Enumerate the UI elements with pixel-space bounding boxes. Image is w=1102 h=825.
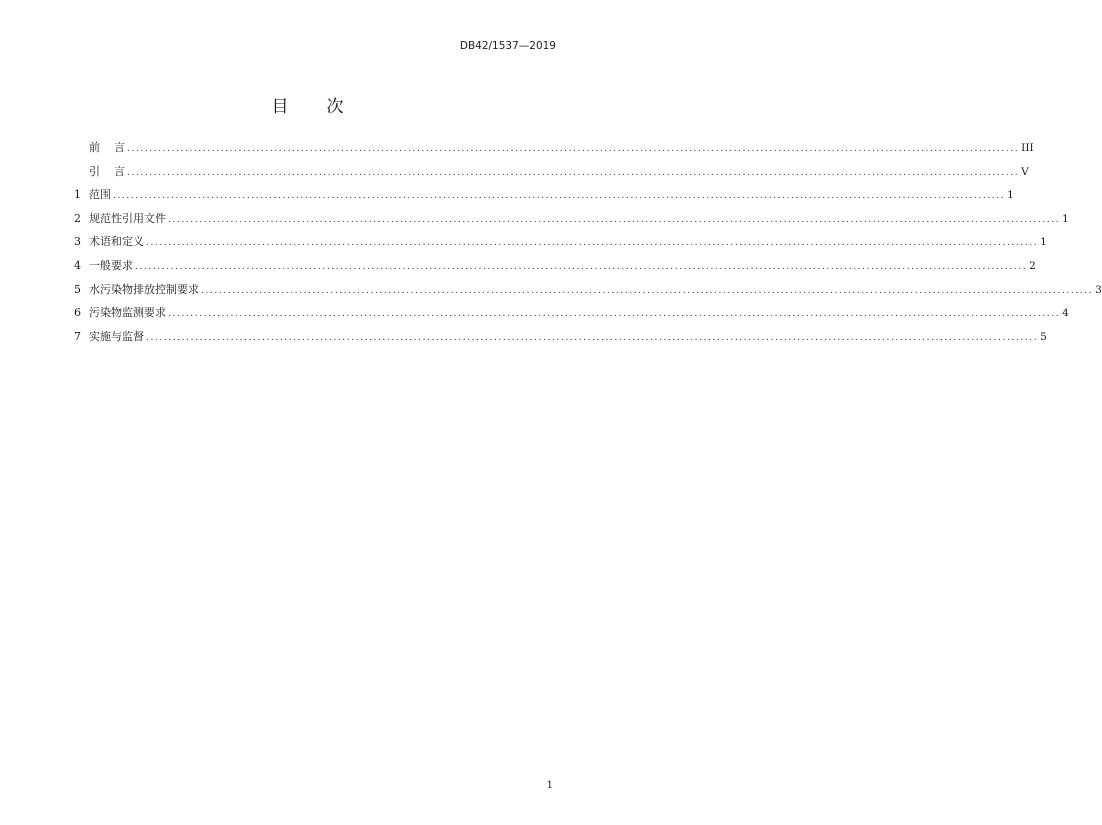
- toc-entry[interactable]: [74, 141, 1034, 165]
- toc-entry-label: 规范性引用文件: [89, 211, 166, 225]
- toc-entry-label: 术语和定义: [89, 235, 144, 249]
- toc-entry[interactable]: [74, 235, 1047, 259]
- toc-entry-label: 水污染物排放控制要求: [89, 282, 199, 296]
- table-of-contents: [74, 141, 1102, 353]
- toc-entry-number: 5: [74, 282, 81, 296]
- toc-leader-dots: ........................................................................................................................................................................................................: [146, 238, 1039, 249]
- toc-entry-page: III: [1021, 142, 1034, 154]
- toc-entry-page: 4: [1062, 307, 1069, 320]
- toc-leader-dots: ........................................................................................................................................................................................................: [146, 332, 1039, 343]
- toc-entry-page: 1: [1007, 189, 1014, 202]
- title-char-1: 目: [271, 97, 289, 117]
- toc-leader-dots: ........................................................................................................................................................................................................: [135, 261, 1028, 272]
- toc-entry-page: 3: [1095, 283, 1102, 296]
- toc-entry[interactable]: [74, 306, 1069, 330]
- toc-entry[interactable]: [74, 164, 1029, 189]
- toc-entry-number: 6: [74, 306, 81, 320]
- document-code: DB42/1537—2019: [459, 40, 556, 52]
- toc-leader-dots: ........................................................................................................................................................................................................: [127, 167, 1020, 178]
- toc-entry[interactable]: [74, 329, 1047, 354]
- toc-entry-number: 2: [74, 211, 81, 225]
- page-title: [0, 92, 615, 117]
- toc-leader-dots: ........................................................................................................................................................................................................: [113, 191, 1006, 202]
- toc-entry-number: 7: [74, 329, 81, 343]
- toc-entry-page: 5: [1040, 330, 1047, 343]
- toc-leader-dots: ........................................................................................................................................................................................................: [127, 144, 1020, 154]
- toc-entry-label: 实施与监督: [89, 329, 144, 343]
- toc-entry[interactable]: [74, 211, 1069, 236]
- toc-entry-number: 3: [74, 235, 81, 249]
- toc-entry-page: 2: [1029, 259, 1036, 272]
- toc-entry-number: 4: [74, 258, 81, 272]
- toc-entry-page: 1: [1062, 212, 1069, 225]
- toc-entry[interactable]: [74, 258, 1036, 283]
- toc-leader-dots: ........................................................................................................................................................................................................: [168, 309, 1061, 320]
- toc-entry[interactable]: [74, 282, 1102, 307]
- toc-entry-label: 前 言: [89, 141, 125, 154]
- toc-entry-page: 1: [1040, 236, 1047, 249]
- toc-entry-label: 范围: [89, 188, 111, 202]
- toc-entry-page: V: [1021, 165, 1029, 178]
- toc-entry-number: 1: [74, 188, 81, 202]
- toc-entry-label: 一般要求: [89, 258, 133, 272]
- title-char-2: 次: [326, 97, 344, 117]
- toc-leader-dots: ........................................................................................................................................................................................................: [201, 285, 1094, 296]
- toc-entry[interactable]: [74, 188, 1014, 212]
- footer-page-number: 1: [546, 780, 553, 791]
- toc-entry-label: 污染物监测要求: [89, 306, 166, 320]
- toc-leader-dots: ........................................................................................................................................................................................................: [168, 214, 1061, 225]
- toc-entry-label: 引 言: [89, 164, 125, 178]
